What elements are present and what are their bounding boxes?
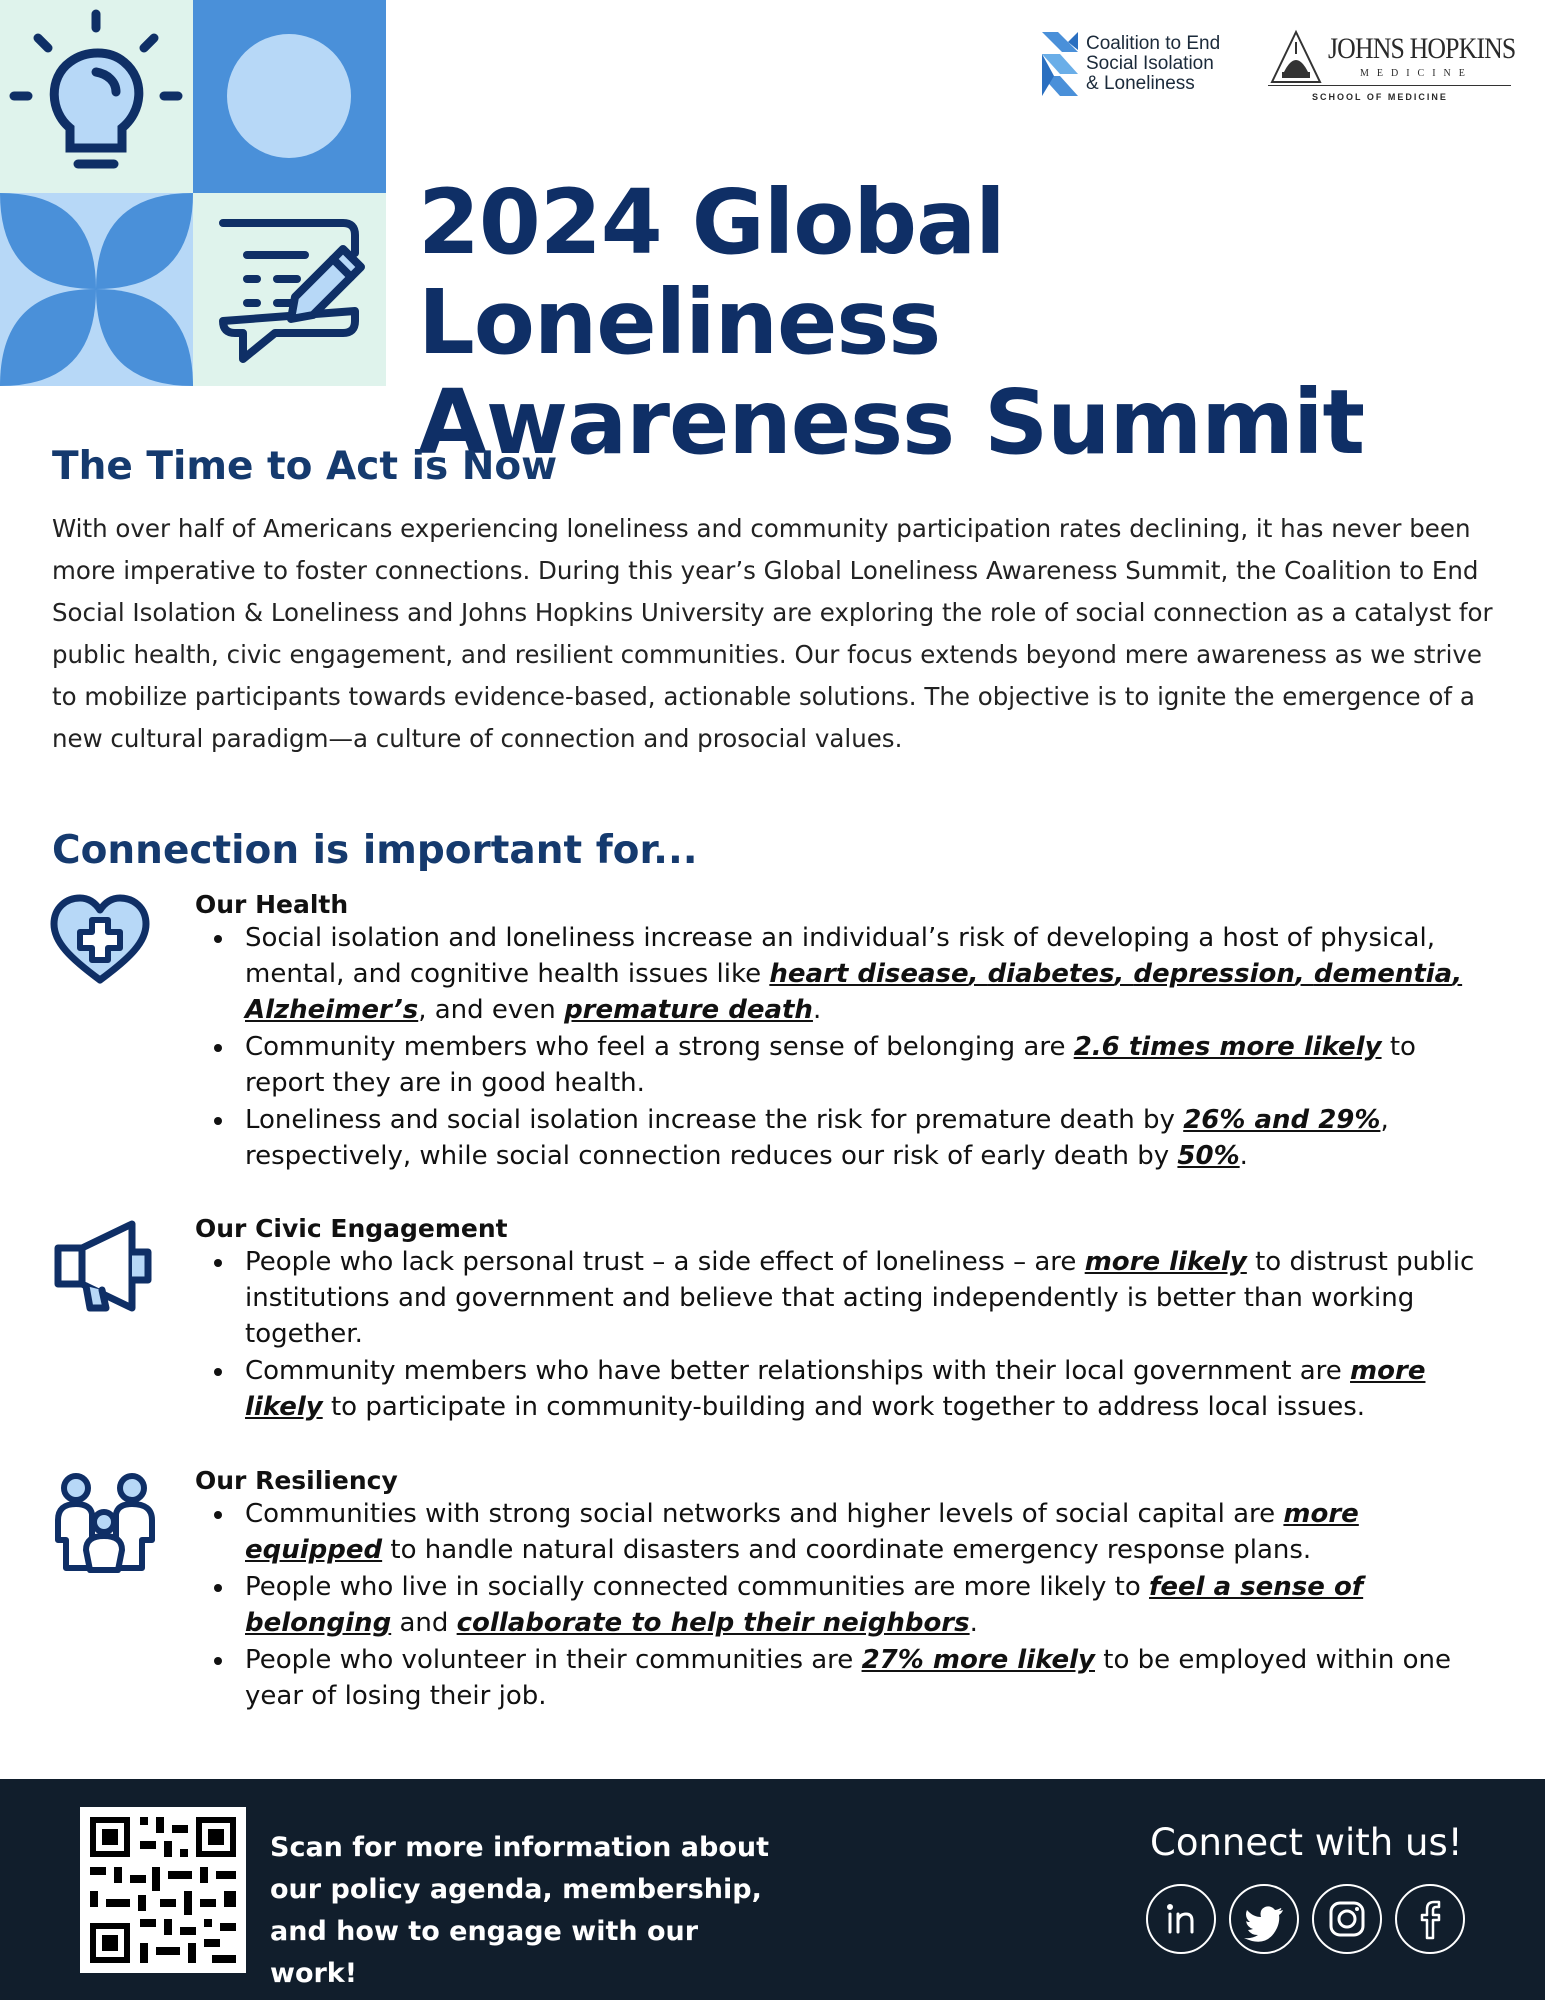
jh-logo-school: SCHOOL OF MEDICINE [1312, 92, 1448, 102]
link-alzheimers[interactable]: Alzheimer’s [245, 995, 419, 1025]
coalition-logo[interactable] [1040, 30, 1250, 102]
link-26-29-percent[interactable]: 26% and 29% [1183, 1105, 1381, 1135]
health-bullet-2: Community members who feel a strong sense of belonging are 2.6 times more likely to report they are in good health. [245, 1029, 1485, 1101]
dome-icon [1268, 28, 1324, 84]
lightbulb-tile [0, 0, 193, 193]
link-diabetes[interactable]: diabetes [987, 959, 1115, 989]
coalition-logo-line1: Coalition to End [1086, 33, 1221, 54]
circle-tile [193, 0, 386, 193]
qr-code-icon [80, 1807, 246, 1973]
link-premature-death[interactable]: premature death [564, 995, 813, 1025]
coalition-mark-icon [1040, 30, 1080, 100]
facebook-icon [1397, 1886, 1463, 1952]
qr-code[interactable] [80, 1807, 246, 1973]
linkedin-icon [1148, 1886, 1214, 1952]
facebook-button[interactable] [1395, 1884, 1465, 1954]
link-27-percent[interactable]: 27% more likely [861, 1645, 1095, 1675]
resiliency-bullet-3: People who volunteer in their communities are 27% more likely to be employed within one year of losing their job. [245, 1642, 1485, 1714]
health-section [195, 890, 1485, 1175]
family-icon [52, 1472, 158, 1574]
intro-heading: The Time to Act is Now [52, 444, 558, 489]
johns-hopkins-logo[interactable] [1268, 28, 1514, 108]
health-bullet-3: Loneliness and social isolation increase the risk for premature death by 26% and 29%, respectively, while social connection reduces our risk of early death by 50%. [245, 1102, 1485, 1174]
link-heart-disease[interactable]: heart disease [769, 959, 969, 989]
link-50-percent[interactable]: 50% [1177, 1141, 1240, 1171]
health-list [195, 920, 1485, 1174]
jh-logo-divider [1268, 85, 1511, 86]
link-dementia[interactable]: dementia [1313, 959, 1453, 989]
heart-plus-icon [50, 894, 150, 986]
resiliency-bullet-1: Communities with strong social networks and higher levels of social capital are more equipped to handle natural disasters and coordinate emergency response plans. [245, 1496, 1485, 1568]
header-graphic [0, 0, 386, 386]
note-tile [193, 193, 386, 386]
coalition-logo-line2: Social Isolation [1086, 53, 1214, 74]
intro-paragraph: With over half of Americans experiencing loneliness and community participation rates declining, it has never been more imperative to foster connections. During this year’s Global Loneliness Awareness Summit, the Coalition to End Social Isolation & Loneliness and Johns Hopkins University are exploring the role of social connection as a catalyst for public health, civic engagement, and resilient communities. Our focus extends beyond mere awareness as we strive to mobilize participants towards evidence-based, actionable solutions. The objective is to ignite the emergence of a new cultural paradigm—a culture of connection and prosocial values. [52, 514, 1493, 753]
civic-bullet-1: People who lack personal trust – a side effect of loneliness – are more likely to distrust public institutions and government and believe that acting independently is better than working together. [245, 1244, 1485, 1352]
page-title-line2: Awareness Summit [418, 370, 1365, 474]
jh-logo-sub: MEDICINE [1360, 68, 1473, 79]
instagram-button[interactable] [1312, 1884, 1382, 1954]
civic-list [195, 1244, 1485, 1425]
link-more-equipped[interactable]: more equipped [245, 1499, 1359, 1565]
link-2-6-times[interactable]: 2.6 times more likely [1073, 1032, 1382, 1062]
megaphone-icon [52, 1218, 158, 1314]
link-more-likely-1[interactable]: more likely [1084, 1247, 1247, 1277]
twitter-icon [1231, 1886, 1297, 1952]
twitter-button[interactable] [1229, 1884, 1299, 1954]
resiliency-bullet-2: People who live in socially connected communities are more likely to feel a sense of belonging and collaborate to help their neighbors. [245, 1569, 1485, 1641]
link-collaborate[interactable]: collaborate to help their neighbors [456, 1608, 970, 1638]
instagram-icon [1314, 1886, 1380, 1952]
jh-logo-name: JOHNS HOPKINS [1328, 32, 1516, 65]
page-title [418, 172, 1528, 472]
petal-tile [0, 193, 193, 386]
connection-heading: Connection is important for... [52, 828, 698, 873]
civic-section [195, 1214, 1485, 1426]
footer [0, 1779, 1545, 2000]
civic-bullet-2: Community members who have better relationships with their local government are more likely to participate in community-building and work together to address local issues. [245, 1353, 1485, 1425]
link-more-likely-2[interactable]: more likely [245, 1356, 1426, 1422]
resiliency-list [195, 1496, 1485, 1714]
health-title: Our Health [195, 890, 349, 919]
resiliency-title: Our Resiliency [195, 1466, 398, 1495]
link-depression[interactable]: depression [1133, 959, 1295, 989]
health-bullet-1: Social isolation and loneliness increase an individual’s risk of developing a host of physical, mental, and cognitive health issues like heart disease, diabetes, depression, dementia, Alzheimer’s, and even premature death. [245, 920, 1485, 1028]
connect-heading: Connect with us! [1150, 1821, 1463, 1864]
civic-title: Our Civic Engagement [195, 1214, 508, 1243]
coalition-logo-line3: & Loneliness [1086, 73, 1195, 94]
chat-edit-icon [193, 193, 386, 386]
page-title-line1: 2024 Global Loneliness [418, 170, 1005, 374]
scan-text: Scan for more information about our policy agenda, membership, and how to engage with our work! [270, 1832, 770, 1989]
resiliency-section [195, 1466, 1485, 1715]
lightbulb-icon [0, 0, 193, 193]
link-sense-of-belonging[interactable]: feel a sense of belonging [245, 1572, 1364, 1638]
linkedin-button[interactable] [1146, 1884, 1216, 1954]
